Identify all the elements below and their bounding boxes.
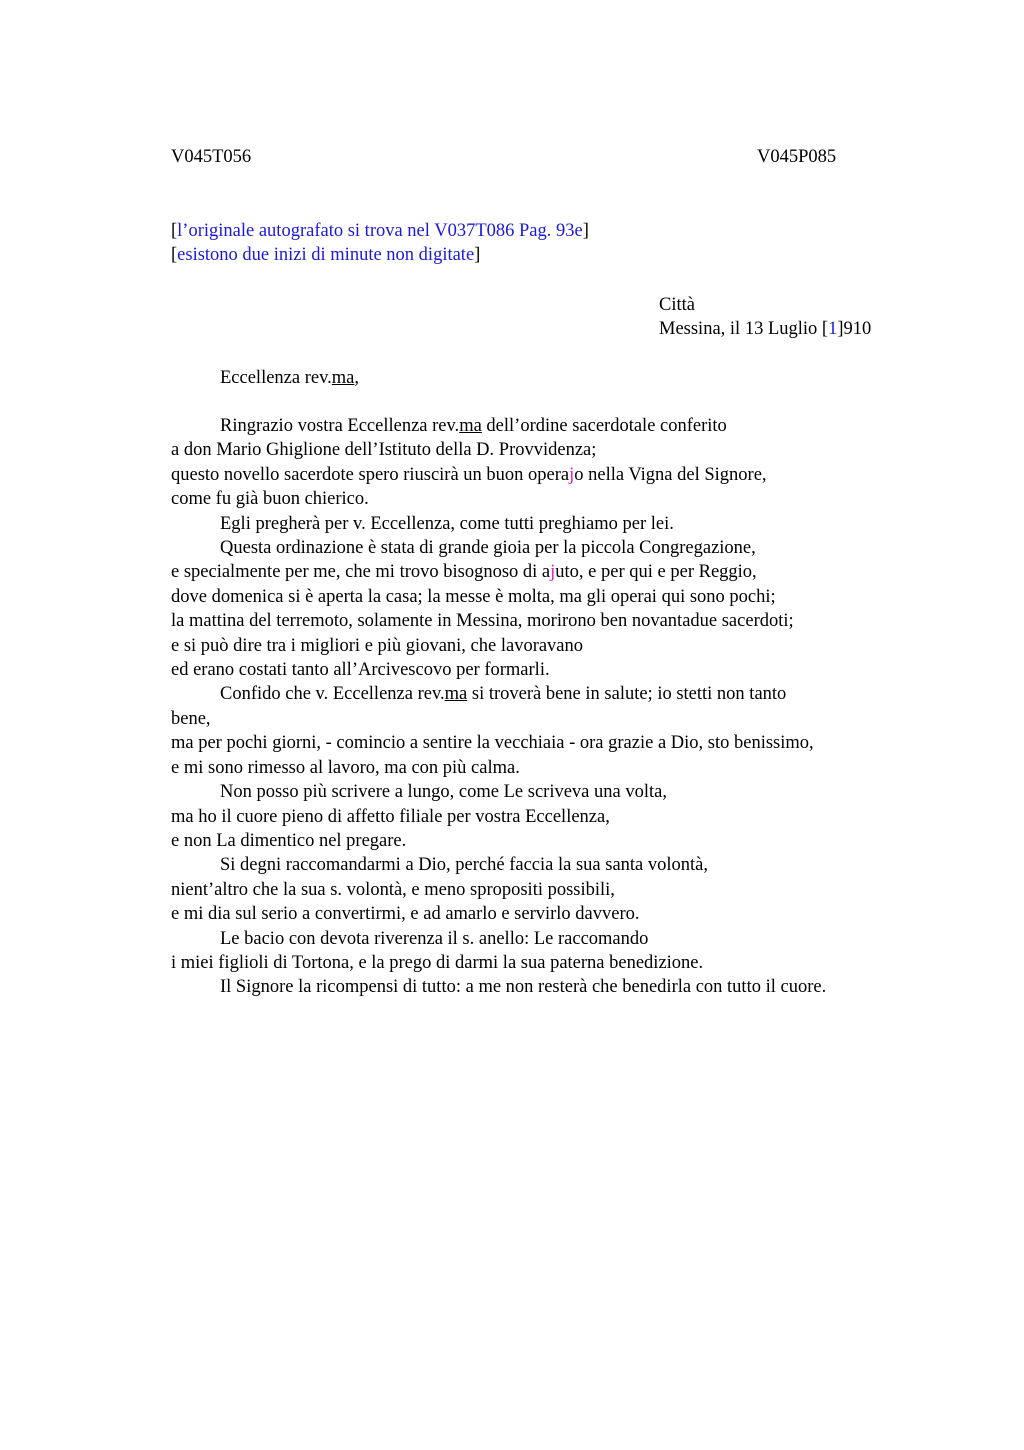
letter-body <box>171 414 911 1000</box>
body-line: e mi sono rimesso al lavoro, ma con più calma. <box>171 757 520 778</box>
bracket-close: ] <box>474 245 481 265</box>
body-line: e specialmente per me, che mi trovo bisognoso di ajuto, e per qui e per Reggio, <box>171 562 757 583</box>
body-line: e si può dire tra i migliori e più giovani, che lavoravano <box>171 635 584 656</box>
document-code-left: V045T056 <box>171 147 252 167</box>
date-prefix: Messina, il 13 Luglio <box>659 319 822 339</box>
body-line: ed erano costati tanto all’Arcivescovo per formarli. <box>171 660 550 681</box>
dateline-place: Città <box>659 295 695 315</box>
body-line: Questa ordinazione è stata di grande gioia per la piccola Congregazione, <box>220 538 756 559</box>
body-line: questo novello sacerdote spero riuscirà un buon operajo nella Vigna del Signore, <box>171 464 767 485</box>
body-line: Confido che v. Eccellenza rev.ma si troverà bene in salute; io stetti non tanto <box>220 684 787 705</box>
body-line: nient’altro che la sua s. volontà, e meno spropositi possibili, <box>171 879 615 900</box>
body-line: la mattina del terremoto, solamente in Messina, morirono ben novantadue sacerdoti; <box>171 611 794 632</box>
body-line: Egli pregherà per v. Eccellenza, come tutti preghiamo per lei. <box>220 513 674 534</box>
editorial-note-minutes <box>171 245 480 266</box>
document-code-right: V045P085 <box>757 147 837 167</box>
bracket-close: ] <box>582 221 589 241</box>
year-digit-editorial: 1 <box>828 319 838 339</box>
year-rest: 910 <box>843 319 872 339</box>
note-original-text: l’originale autografato si trova nel V037T086 Pag. 93e <box>177 221 583 241</box>
bracket-open: [ <box>171 221 178 241</box>
body-line: come fu già buon chierico. <box>171 489 369 510</box>
note-minutes-text: esistono due inizi di minute non digitate <box>177 245 475 265</box>
dateline-date <box>659 319 871 340</box>
editorial-note-original <box>171 221 589 242</box>
body-line: e non La dimentico nel pregare. <box>171 830 407 851</box>
body-line: dove domenica si è aperta la casa; la messe è molta, ma gli operai qui sono pochi; <box>171 586 776 607</box>
body-line: e mi dia sul serio a convertirmi, e ad amarlo e servirlo davvero. <box>171 904 640 925</box>
body-line: bene, <box>171 708 211 729</box>
salutation: Eccellenza rev.ma, <box>220 368 360 388</box>
bracket-open: [ <box>171 245 178 265</box>
body-line: Si degni raccomandarmi a Dio, perché faccia la sua santa volontà, <box>220 855 708 876</box>
body-line: i miei figlioli di Tortona, e la prego di darmi la sua paterna benedizione. <box>171 952 704 973</box>
body-line: Ringrazio vostra Eccellenza rev.ma dell’ordine sacerdotale conferito <box>220 416 727 436</box>
bracket-open: [ <box>821 319 829 339</box>
body-line: a don Mario Ghiglione dell’Istituto della D. Provvidenza; <box>171 440 597 461</box>
body-line: Le bacio con devota riverenza il s. anello: Le raccomando <box>220 928 649 949</box>
body-line: Il Signore la ricompensi di tutto: a me non resterà che benedirla con tutto il cuore. <box>220 977 827 998</box>
body-line: ma per pochi giorni, - comincio a sentire la vecchiaia - ora grazie a Dio, sto benissimo, <box>171 733 814 754</box>
body-line: ma ho il cuore pieno di affetto filiale per vostra Eccellenza, <box>171 806 610 827</box>
body-line: Non posso più scrivere a lungo, come Le scriveva una volta, <box>220 782 667 803</box>
bracket-close: ] <box>837 319 844 339</box>
